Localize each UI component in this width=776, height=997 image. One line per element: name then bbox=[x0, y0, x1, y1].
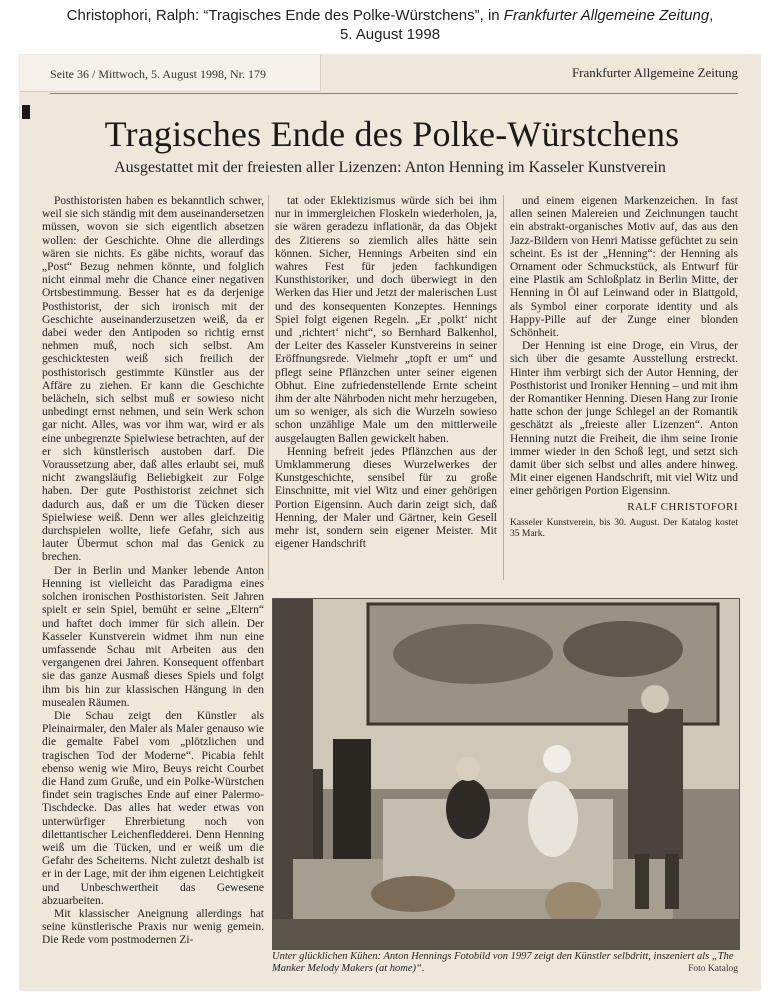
article-headline: Tragisches Ende des Polke-Würstchens bbox=[104, 114, 680, 154]
citation-line1: Christophori, Ralph: “Tragisches Ende des Polke-Würstchens”, in bbox=[66, 7, 500, 24]
photo-credit: Foto Katalog bbox=[688, 964, 738, 974]
paragraph: und einem eigenen Markenzeichen. In fast allen seinen Malereien und Zeichnungen taucht ein abstrakt-organisches Motiv auf, das aus den Jazz-Bildern von Henri Matisse gefüchtet zu sein scheint. Es ist der „Henning“: der Henning als Ornament oder Schmuckstück, als Entwurf für eine Plastik am Schloßplatz in Berlin Mitte, der Henning in Öl auf Leinwand oder in Blattgold, als Symbol einer corporate identity und als Happy-Pille auf der Zunge einer blonden Schönheit. bbox=[510, 195, 738, 340]
citation-date: 5. August 1998 bbox=[339, 26, 441, 43]
column-divider bbox=[268, 195, 269, 580]
paragraph: Henning befreit jedes Pflänzchen aus der Umklammerung dieses Wurzelwerkes der Kunstgeschichte, sensibel für zu große Einschnitte, mit viel Witz und einer gehörigen Portion Eigensinn. Auch darin zeigt sich, daß Henning, der Maler und Gärtner, kein Gesell mehr ist, sondern sein eigener Meister. Mit eigener Handschrift bbox=[275, 445, 497, 551]
margin-mark bbox=[22, 105, 30, 119]
photo-illustration bbox=[273, 599, 739, 949]
catalog-note: Kasseler Kunstverein, bis 30. August. Der Katalog kostet 35 Mark. bbox=[510, 517, 738, 539]
paragraph: Posthistoristen haben es bekanntlich schwer, weil sie sich ständig mit dem auseinandersetzen müssen, wovon sie sich eigentlich absetzen wollen: der Geschichte. Ohne die allerdings wären sie nichts. Es gäbe nichts, worauf das „Post“ Bezug nehmen könnte, und folglich nicht einmal mehr die Chance einer negativen Ortsbestimmung. Besser hat es da derjenige Posthistorist, der sich ironisch mit der Geschichte auseinanderzusetzen weiß, da er dabei weder den Antipoden so richtig ernst nehmen muß, noch sich selbst. Am geschicktesten weiß sich freilich der posthistorisch gestimmte Künstler aus der Affäre zu ziehen. Er kann die Geschichte belächeln, sich selbst muß er sowieso nicht unbedingt ernst nehmen, und sein Werk schon gar nicht. Alles, was vor ihm war, wird er als eine unbegrenzte Spielwiese betrachten, auf der er sich künstlerisch austoben darf. Die Voraussetzung aber, daß alles erlaubt sei, muß nicht zwangsläufig Beliebigkeit zur Folge haben. Der gute Posthistorist zeichnet sich dadurch aus, daß er um die Tücken dieser Spielwiese weiß. Denn wer alles gleichzeitig durchspielen wollte, liefe Gefahr, sich aus lauter Übermut schon mal das Genick zu brechen. bbox=[42, 195, 264, 564]
column-1 bbox=[42, 195, 264, 948]
paragraph: Der in Berlin und Manker lebende Anton Henning ist vielleicht das Paradigma eines solchen ironischen Posthistoristen. Seit Jahren spielt er sein Spiel, bemüht er seine „Eltern“ und haftet doch immer für sich allein. Der Kasseler Kunstverein widmet ihm nun eine umfassende Schau mit Arbeiten aus den vergangenen drei Jahren. Konsequent offenbart sie das ganze Ausmaß dieses Spiels und folgt ihm bis hin zur klassischen Hängung in den musealen Räumen. bbox=[42, 564, 264, 709]
column-3 bbox=[510, 195, 738, 540]
issue-info: Seite 36 / Mittwoch, 5. August 1998, Nr. 179 bbox=[50, 67, 266, 81]
column-2 bbox=[275, 195, 497, 551]
column-divider bbox=[503, 195, 504, 580]
citation-line1-end: , bbox=[709, 7, 714, 24]
header-rule bbox=[50, 93, 738, 94]
paragraph: Der Henning ist eine Droge, ein Virus, der sich über die gesamte Ausstellung erstreckt. Hinter ihm verbirgt sich der Autor Henning, der Posthistorist und Ironiker Henning – und mit ihm der Romantiker Henning. Diesen Hang zur Ironie hatte schon der junge Schlegel an der Romantik geschätzt als „freieste aller Lizenzen“. Anton Henning nutzt die Freiheit, die ihm seine Ironie immer wieder in den Schoß legt, und setzt sich damit über sich selbst und alles andere hinweg. Mit einer eigenen Handschrift, mit viel Witz und einer gehörigen Portion Eigensinn. bbox=[510, 340, 738, 498]
citation-source-title: Frankfurter Allgemeine Zeitung bbox=[503, 7, 710, 24]
paragraph: Mit klassischer Aneignung allerdings hat seine künstlerische Praxis nur wenig gemein. Die Rede vom postmodernen Zi- bbox=[42, 907, 264, 947]
citation bbox=[10, 6, 770, 44]
paragraph: tat oder Eklektizismus würde sich bei ihm nur in immergleichen Floskeln wiederholen, ja, sie wären geradezu inflationär, da das Objekt des Zitierens so ziemlich alles hätte sein können. Sicher, Hennings Arbeiten sind ein wahres Fest für jeden fachkundigen Kunsthistoriker, und doch überwiegt in den Werken das Hier und Jetzt der malerischen Lust und des konsequenten Konzeptes. Hennings Spiel folgt eigenen Regeln. „Er ‚polkt‘ nicht und ‚richtert‘ nicht“, so Bernhard Balkenhol, der Leiter des Kasseler Kunstvereins in seiner Eröffnungsrede. Vielmehr „topft er um“ und pflegt seine Pflänzchen unter seiner eigenen Obhut. Eine zufriedenstellende Ernte scheint ihm der alte Nährboden nicht mehr herzugeben, um so weniger, als sich die Wurzeln sowieso schon unzählige Male um den mittlerweile ausgelaugten Ballen gewickelt haben. bbox=[275, 195, 497, 445]
newspaper-name: Frankfurter Allgemeine Zeitung bbox=[571, 65, 738, 80]
author-byline: RALF CHRISTOFORI bbox=[627, 500, 738, 513]
newspaper-clipping bbox=[20, 55, 760, 990]
paragraph: Die Schau zeigt den Künstler als Pleinairmaler, den Maler als Maler genauso wie die gemalte Fabel vom „plötzlichen und tragischen Tod der Moderne“. Picabia fehlt ebenso wenig wie Miro, Beuys reicht Courbet die Hand zum Gruße, und ein Polke-Würstchen findet sein tragisches Ende auf einer Palermo-Tischdecke. Das alles hat weder etwas von unterwürfiger Ehrerbietung noch von dilettantischer Leichenfledderei. Denn Henning weiß um die Tücken, und er weiß um die Gefahr des Scheiterns. Nicht zuletzt deshalb ist er in der Lage, mit der ihm eigenen Leichtigkeit und Unbeschwertheit das Gewesene abzuarbeiten. bbox=[42, 709, 264, 907]
photo-caption: Unter glücklichen Kühen: Anton Hennings Fotobild von 1997 zeigt den Künstler selbdritt, inszeniert als „The Manker Melody Makers (at home)“. bbox=[272, 951, 734, 974]
article-photo bbox=[272, 598, 740, 950]
article-subheadline: Ausgestattet mit der freiesten aller Lizenzen: Anton Henning im Kasseler Kunstverein bbox=[114, 159, 666, 176]
